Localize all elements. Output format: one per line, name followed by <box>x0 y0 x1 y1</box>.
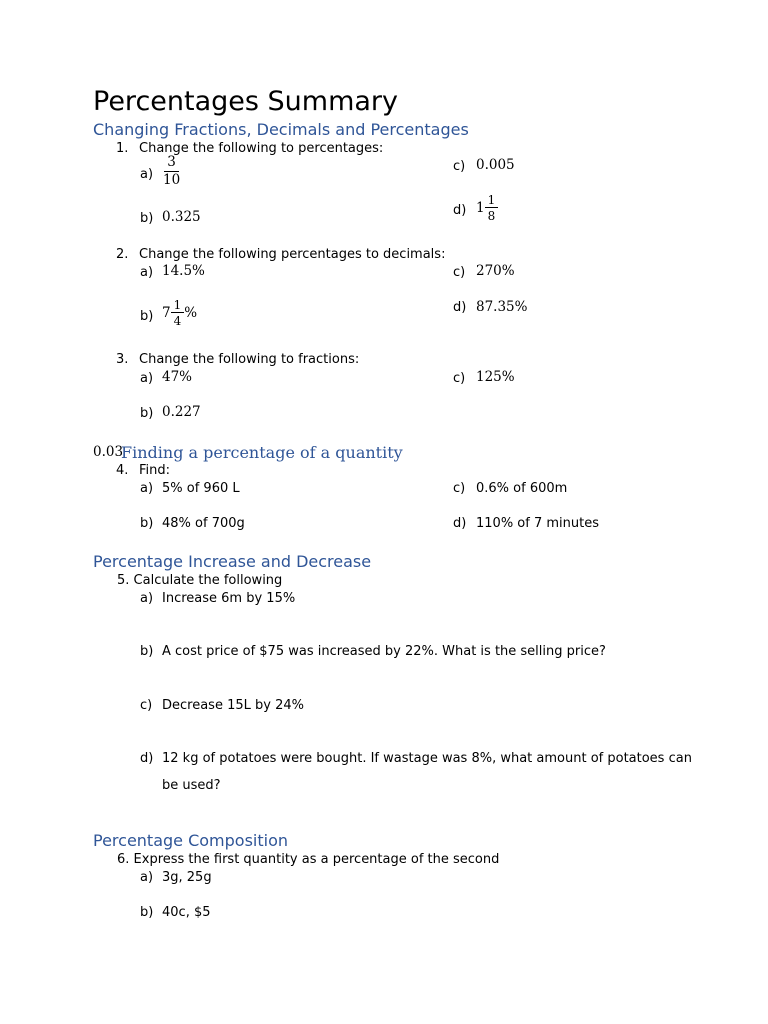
item-value: 270% <box>476 263 515 279</box>
item-label: d) <box>453 203 467 218</box>
section-heading-conversions: Changing Fractions, Decimals and Percentages <box>93 120 469 139</box>
fraction-numerator: 1 <box>485 194 499 208</box>
mixed-number-answer-item <box>162 299 197 327</box>
fraction-numerator: 3 <box>164 156 179 172</box>
mixed-whole: 7 <box>162 305 171 321</box>
item-label: c) <box>453 371 466 386</box>
item-label: b) <box>140 309 154 324</box>
question-number: 1. <box>116 141 129 156</box>
item-value: 48% of 700g <box>162 516 245 531</box>
question-text: 6. Express the first quantity as a percentage of the second <box>117 852 500 867</box>
item-label: b) <box>140 406 154 421</box>
item-label: d) <box>453 516 467 531</box>
document-title: Percentages Summary <box>93 86 399 117</box>
question-number: 2. <box>116 247 129 262</box>
fraction <box>485 194 499 222</box>
mixed-number-answer-item <box>476 194 498 222</box>
fraction-answer-item <box>160 156 183 187</box>
item-value: 40c, $5 <box>162 905 211 920</box>
section-heading-composition: Percentage Composition <box>93 831 289 850</box>
item-value: 0.005 <box>476 157 515 173</box>
item-label: b) <box>140 905 154 920</box>
item-value: A cost price of $75 was increased by 22%. What is the selling price? <box>162 644 606 659</box>
item-label: c) <box>140 698 153 713</box>
item-label: a) <box>140 591 154 606</box>
item-label: a) <box>140 265 154 280</box>
item-value: 87.35% <box>476 299 528 315</box>
item-label: d) <box>140 751 154 766</box>
item-value: 0.6% of 600m <box>476 481 568 496</box>
item-value-line: be used? <box>162 778 221 793</box>
question-text: Change the following to fractions: <box>139 352 360 367</box>
question-text: Change the following to percentages: <box>139 141 384 156</box>
fraction-numerator: 1 <box>171 299 185 313</box>
item-value: 47% <box>162 369 193 385</box>
item-label: a) <box>140 371 154 386</box>
item-label: a) <box>140 870 154 885</box>
item-label: c) <box>453 159 466 174</box>
question-number: 3. <box>116 352 129 367</box>
item-label: a) <box>140 167 154 182</box>
item-value: 14.5% <box>162 263 205 279</box>
item-label: b) <box>140 516 154 531</box>
question-text: Find: <box>139 463 171 478</box>
item-label: d) <box>453 300 467 315</box>
question-text: 5. Calculate the following <box>117 573 283 588</box>
item-value: 125% <box>476 369 515 385</box>
stray-number: 0.03 <box>93 444 124 460</box>
item-value: Decrease 15L by 24% <box>162 698 304 713</box>
item-value: 0.325 <box>162 209 201 225</box>
item-value: Increase 6m by 15% <box>162 591 296 606</box>
fraction <box>171 299 185 327</box>
item-value: 110% of 7 minutes <box>476 516 599 531</box>
fraction <box>160 156 183 187</box>
item-label: b) <box>140 211 154 226</box>
fraction-denominator: 8 <box>487 209 496 223</box>
section-heading-increase-decrease: Percentage Increase and Decrease <box>93 552 372 571</box>
item-label: c) <box>453 481 466 496</box>
item-label: a) <box>140 481 154 496</box>
mixed-whole: 1 <box>476 200 485 216</box>
question-number: 4. <box>116 463 129 478</box>
item-value-line: 12 kg of potatoes were bought. If wastage was 8%, what amount of potatoes can <box>162 751 692 766</box>
item-label: b) <box>140 644 154 659</box>
item-value: 0.227 <box>162 404 201 420</box>
question-text: Change the following percentages to decimals: <box>139 247 446 262</box>
section-heading-percentage-of-quantity: Finding a percentage of a quantity <box>121 443 403 462</box>
fraction-denominator: 10 <box>163 171 181 188</box>
fraction-denominator: 4 <box>173 314 182 328</box>
item-label: c) <box>453 265 466 280</box>
percent-suffix: % <box>184 305 198 321</box>
item-value: 5% of 960 L <box>162 481 240 496</box>
item-value: 3g, 25g <box>162 870 212 885</box>
